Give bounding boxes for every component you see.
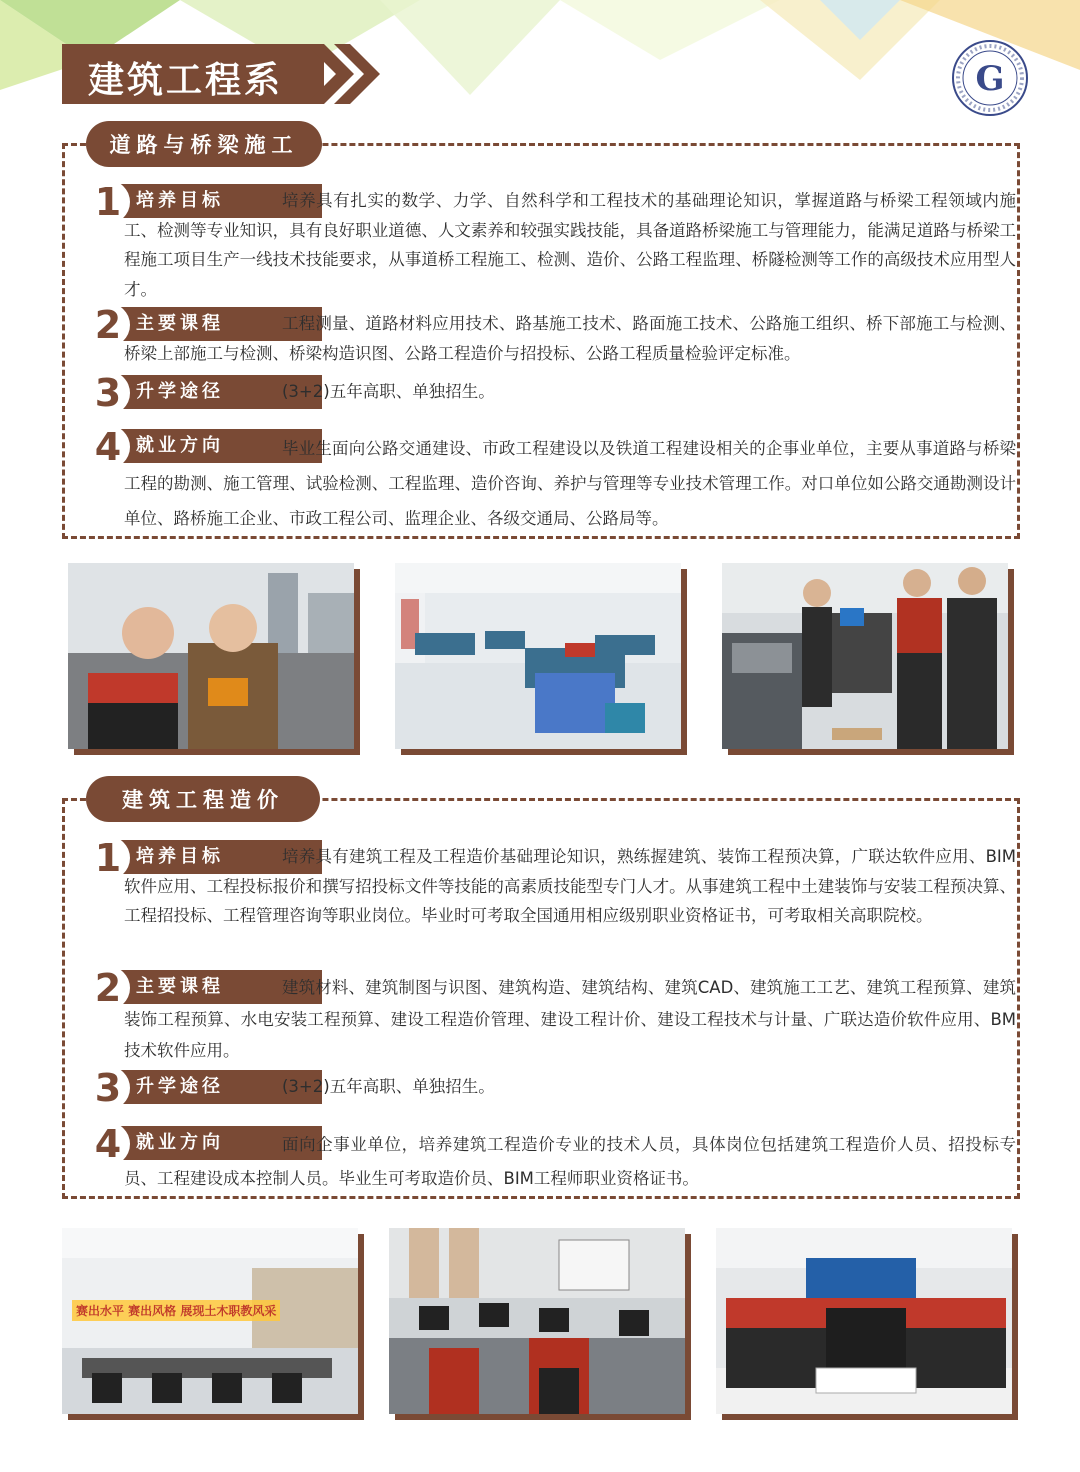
department-title: 建筑工程系 [88,60,284,101]
section2-item-employment [86,1122,1016,1196]
department-banner [62,44,380,104]
section-title-road-bridge: 道路与桥梁施工 [86,121,322,167]
item-label: 升学途径 [116,375,322,409]
item-label: 就业方向 [116,429,322,463]
item-number: 2 [86,303,130,347]
section-title-cost: 建筑工程造价 [86,776,320,822]
item-label: 主要课程 [116,970,322,1004]
group-photo [716,1228,1012,1414]
item-text: 培养具有扎实的数学、力学、自然科学和工程技术的基础理论知识，掌握道路与桥梁工程领域内施工、检测等专业知识，具有良好职业道德、人文素养和较强实践技能，具备道路桥梁施工与管理能力，能满足道路与桥梁工程施工项目生产一线技术技能要求，从事道桥工程施工、检测、造价、公路工程监理、桥隧检测等工作的高级技术应用型人才。 [124,191,1016,299]
item-text: 培养具有建筑工程及工程造价基础理论知识，熟练握建筑、装饰工程预决算，广联达软件应用、BIM软件应用、工程投标报价和撰写招投标文件等技能的高素质技能型专门人才。从事建筑工程中土建装饰与安装工程预决算、工程招投标、工程管理咨询等职业岗位。毕业时可考取全国通用相应级别职业资格证书，可考取相关高职院校。 [124,847,1016,925]
section2-item-courses [86,966,1016,1067]
item-label: 培养目标 [116,184,322,218]
banner-caption: 赛出水平 赛出风格 展现土木职教风采 [72,1300,280,1321]
lab-room-photo [395,563,681,749]
item-number: 4 [86,425,130,469]
item-label: 就业方向 [116,1126,322,1160]
computer-lab-banner-photo [62,1228,358,1414]
item-number: 1 [86,180,130,224]
item-label: 培养目标 [116,840,322,874]
item-label: 升学途径 [116,1070,322,1104]
college-logo-icon [950,38,1030,118]
equipment-lab-photo [722,563,1008,749]
item-number: 2 [86,966,130,1010]
item-text: 毕业生面向公路交通建设、市政工程建设以及铁道工程建设相关的企事业单位，主要从事道路与桥梁工程的勘测、施工管理、试验检测、工程监理、造价咨询、养护与管理等专业技术管理工作。对口单位如公路交通勘测设计单位、路桥施工企业、市政工程公司、监理企业、各级交通局、公路局等。 [124,439,1016,528]
surveying-training-photo [68,563,354,749]
item-number: 1 [86,836,130,880]
item-number: 3 [86,371,130,415]
section1-item-employment [86,425,1016,536]
item-text: (3+2)五年高职、单独招生。 [282,1077,495,1096]
item-text: 工程测量、道路材料应用技术、路基施工技术、路面施工技术、公路施工组织、桥下部施工与检测、桥梁上部施工与检测、桥梁构造识图、公路工程造价与招投标、公路工程质量检验评定标准。 [124,314,1016,363]
section2-item-goal [86,836,1016,931]
item-number: 3 [86,1066,130,1110]
section2-item-further-study [86,1066,1016,1110]
item-text: (3+2)五年高职、单独招生。 [282,382,495,401]
computer-lab-photo [389,1228,685,1414]
item-text: 建筑材料、建筑制图与识图、建筑构造、建筑结构、建筑CAD、建筑施工工艺、建筑工程预算、建筑装饰工程预算、水电安装工程预算、建设工程造价管理、建设工程计价、建设工程技术与计量、广联达造价软件应用、BM技术软件应用。 [124,978,1016,1060]
double-chevron-icon [306,44,382,104]
section1-item-further-study [86,371,1016,415]
section1-item-courses [86,303,1016,368]
item-label: 主要课程 [116,307,322,341]
section1-item-goal [86,180,1016,304]
svg-text:G: G [975,59,1005,99]
item-number: 4 [86,1122,130,1166]
item-text: 面向企事业单位，培养建筑工程造价专业的技术人员，具体岗位包括建筑工程造价人员、招投标专员、工程建设成本控制人员。毕业生可考取造价员、BIM工程师职业资格证书。 [124,1135,1016,1188]
